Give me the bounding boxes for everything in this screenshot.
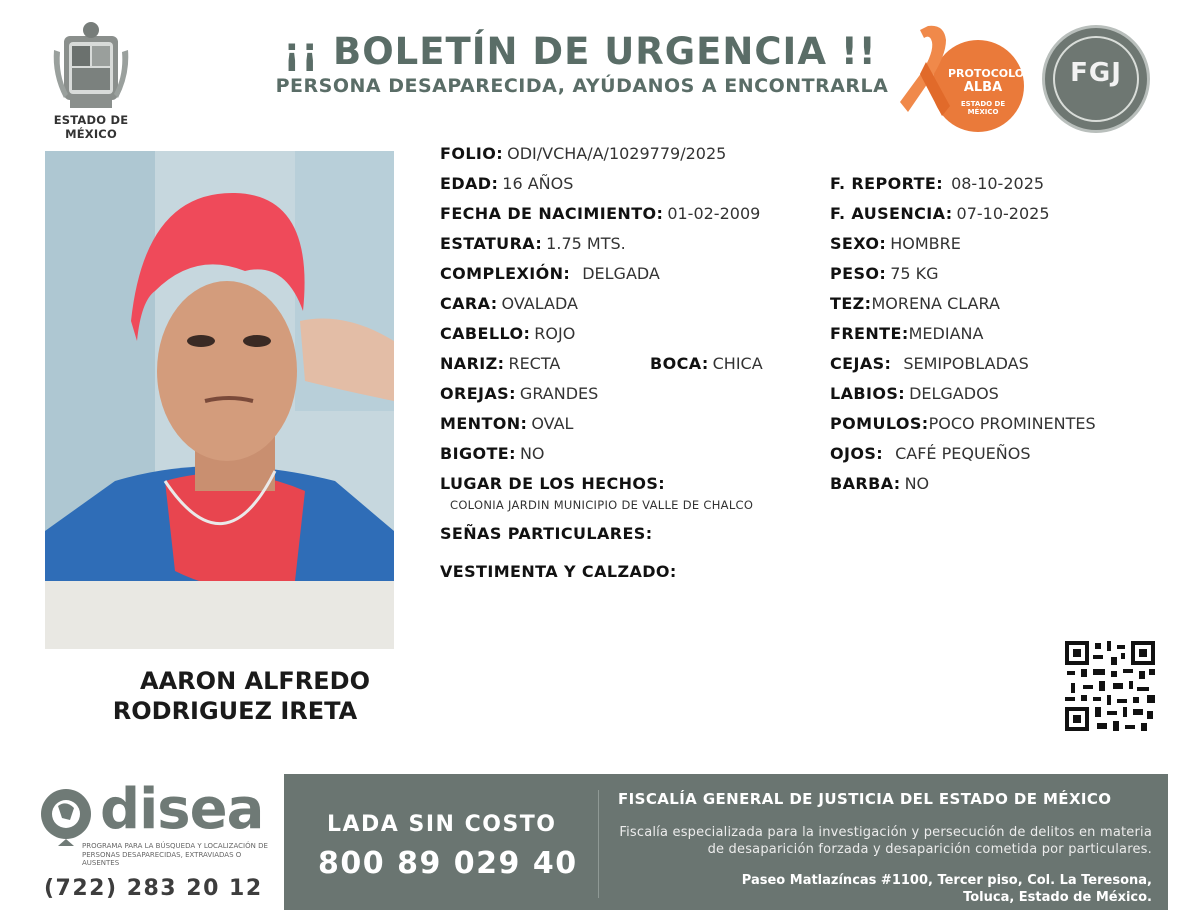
field-boca-label: BOCA: bbox=[650, 354, 709, 373]
field-pomulos bbox=[830, 414, 1096, 434]
field-orejas bbox=[440, 384, 598, 404]
field-reporte-label: F. REPORTE: bbox=[830, 174, 944, 193]
field-menton bbox=[440, 414, 573, 434]
field-frente-value: MEDIANA bbox=[908, 324, 984, 343]
field-cabello-label: CABELLO: bbox=[440, 324, 531, 343]
field-peso-label: PESO: bbox=[830, 264, 887, 283]
field-bigote bbox=[440, 444, 545, 464]
bulletin-title: ¡¡ BOLETÍN DE URGENCIA !! bbox=[283, 30, 877, 73]
footer-divider bbox=[598, 790, 599, 898]
state-label: ESTADO DE MÉXICO bbox=[53, 113, 129, 141]
alba-line2: ALBA bbox=[963, 80, 1003, 95]
field-edad bbox=[440, 174, 573, 194]
field-cara bbox=[440, 294, 578, 314]
field-pomulos-value: POCO PROMINENTES bbox=[928, 414, 1096, 433]
field-barba bbox=[830, 474, 929, 494]
field-bigote-value: NO bbox=[519, 444, 545, 463]
field-menton-label: MENTON: bbox=[440, 414, 528, 433]
field-ojos-label: OJOS: bbox=[830, 444, 884, 463]
field-lugar-label: LUGAR DE LOS HECHOS: bbox=[440, 474, 666, 493]
bulletin-subtitle: PERSONA DESAPARECIDA, AYÚDANOS A ENCONTRARLA bbox=[275, 75, 889, 97]
field-nacimiento-value: 01-02-2009 bbox=[667, 204, 761, 223]
person-name-line2: RODRIGUEZ IRETA bbox=[112, 697, 358, 725]
fgj-text: FGJ bbox=[1070, 58, 1122, 88]
odisea-pin-icon bbox=[36, 786, 98, 846]
field-nariz-label: NARIZ: bbox=[440, 354, 505, 373]
field-boca bbox=[650, 354, 763, 374]
protocolo-alba-logo bbox=[900, 22, 1030, 132]
person-photo bbox=[45, 151, 394, 649]
field-tez bbox=[830, 294, 1000, 314]
field-pomulos-label: POMULOS: bbox=[830, 414, 929, 433]
fgj-emblem-icon bbox=[1042, 25, 1150, 133]
field-barba-label: BARBA: bbox=[830, 474, 901, 493]
field-frente-label: FRENTE: bbox=[830, 324, 909, 343]
field-cara-value: OVALADA bbox=[501, 294, 578, 313]
alba-line1: PROTOCOLO bbox=[948, 67, 1025, 80]
field-bigote-label: BIGOTE: bbox=[440, 444, 516, 463]
odisea-caption: PROGRAMA PARA LA BÚSQUEDA Y LOCALIZACIÓN DE PERSONAS DESAPARECIDAS, EXTRAVIADAS O AUSENTES bbox=[82, 842, 268, 867]
field-folio-label: FOLIO: bbox=[440, 144, 504, 163]
field-edad-value: 16 AÑOS bbox=[502, 174, 574, 193]
field-barba-value: NO bbox=[904, 474, 930, 493]
field-ojos-value: CAFÉ PEQUEÑOS bbox=[895, 444, 1031, 463]
field-folio bbox=[440, 144, 726, 164]
local-phone[interactable]: (722) 283 20 12 bbox=[44, 876, 263, 901]
qr-code-icon[interactable] bbox=[1063, 639, 1157, 733]
person-photo-drawing bbox=[45, 151, 394, 649]
field-ojos bbox=[830, 444, 1030, 464]
field-senas bbox=[440, 524, 657, 544]
alba-line3: ESTADO DE MÉXICO bbox=[960, 100, 1006, 116]
state-seal-icon bbox=[50, 20, 132, 110]
field-nacimiento bbox=[440, 204, 760, 224]
field-nariz bbox=[440, 354, 560, 374]
field-boca-value: CHICA bbox=[712, 354, 763, 373]
field-vestimenta bbox=[440, 562, 681, 582]
field-reporte bbox=[830, 174, 1044, 194]
field-orejas-value: GRANDES bbox=[519, 384, 599, 403]
field-peso bbox=[830, 264, 939, 284]
field-menton-value: OVAL bbox=[531, 414, 574, 433]
field-sexo bbox=[830, 234, 961, 254]
field-cejas bbox=[830, 354, 1029, 374]
field-senas-label: SEÑAS PARTICULARES: bbox=[440, 524, 653, 543]
field-frente bbox=[830, 324, 983, 344]
field-vestimenta-label: VESTIMENTA Y CALZADO: bbox=[440, 562, 677, 581]
field-cabello-value: ROJO bbox=[534, 324, 576, 343]
field-labios-value: DELGADOS bbox=[909, 384, 999, 403]
field-tez-value: MORENA CLARA bbox=[871, 294, 1000, 313]
field-estatura-label: ESTATURA: bbox=[440, 234, 543, 253]
address-line1: Paseo Matlazíncas #1100, Tercer piso, Col. La Teresona, bbox=[741, 873, 1152, 888]
field-ausencia bbox=[830, 204, 1050, 224]
field-edad-label: EDAD: bbox=[440, 174, 499, 193]
person-name-line1: AARON ALFREDO bbox=[140, 667, 370, 695]
agency-description: Fiscalía especializada para la investigación y persecución de delitos en materia de desaparición forzada y desaparición cometida por particulares. bbox=[619, 825, 1152, 857]
field-labios-label: LABIOS: bbox=[830, 384, 906, 403]
field-lugar-value: COLONIA JARDIN MUNICIPIO DE VALLE DE CHALCO bbox=[450, 498, 754, 512]
odisea-logo bbox=[36, 777, 276, 846]
field-sexo-value: HOMBRE bbox=[890, 234, 961, 253]
field-cejas-value: SEMIPOBLADAS bbox=[903, 354, 1029, 373]
field-sexo-label: SEXO: bbox=[830, 234, 887, 253]
agency-name: FISCALÍA GENERAL DE JUSTICIA DEL ESTADO DE MÉXICO bbox=[618, 790, 1112, 808]
field-cejas-label: CEJAS: bbox=[830, 354, 892, 373]
field-complexion-label: COMPLEXIÓN: bbox=[440, 264, 571, 283]
field-complexion bbox=[440, 264, 660, 284]
field-estatura-value: 1.75 MTS. bbox=[546, 234, 626, 253]
field-ausencia-value: 07-10-2025 bbox=[956, 204, 1050, 223]
field-tez-label: TEZ: bbox=[830, 294, 872, 313]
field-lugar bbox=[440, 474, 665, 494]
field-reporte-value: 08-10-2025 bbox=[951, 174, 1045, 193]
field-cara-label: CARA: bbox=[440, 294, 498, 313]
address-line2: Toluca, Estado de México. bbox=[963, 890, 1152, 905]
agency-address bbox=[612, 872, 1152, 906]
field-peso-value: 75 KG bbox=[890, 264, 939, 283]
field-nariz-value: RECTA bbox=[508, 354, 561, 373]
field-labios bbox=[830, 384, 999, 404]
field-complexion-value: DELGADA bbox=[582, 264, 660, 283]
toll-free-label: LADA SIN COSTO bbox=[327, 812, 557, 837]
field-ausencia-label: F. AUSENCIA: bbox=[830, 204, 953, 223]
field-estatura bbox=[440, 234, 626, 254]
field-folio-value: ODI/VCHA/A/1029779/2025 bbox=[507, 144, 727, 163]
field-cabello bbox=[440, 324, 575, 344]
odisea-wordmark: disea bbox=[100, 777, 264, 842]
field-nacimiento-label: FECHA DE NACIMIENTO: bbox=[440, 204, 664, 223]
toll-free-number[interactable]: 800 89 029 40 bbox=[318, 846, 578, 881]
field-orejas-label: OREJAS: bbox=[440, 384, 516, 403]
person-name bbox=[45, 666, 425, 726]
